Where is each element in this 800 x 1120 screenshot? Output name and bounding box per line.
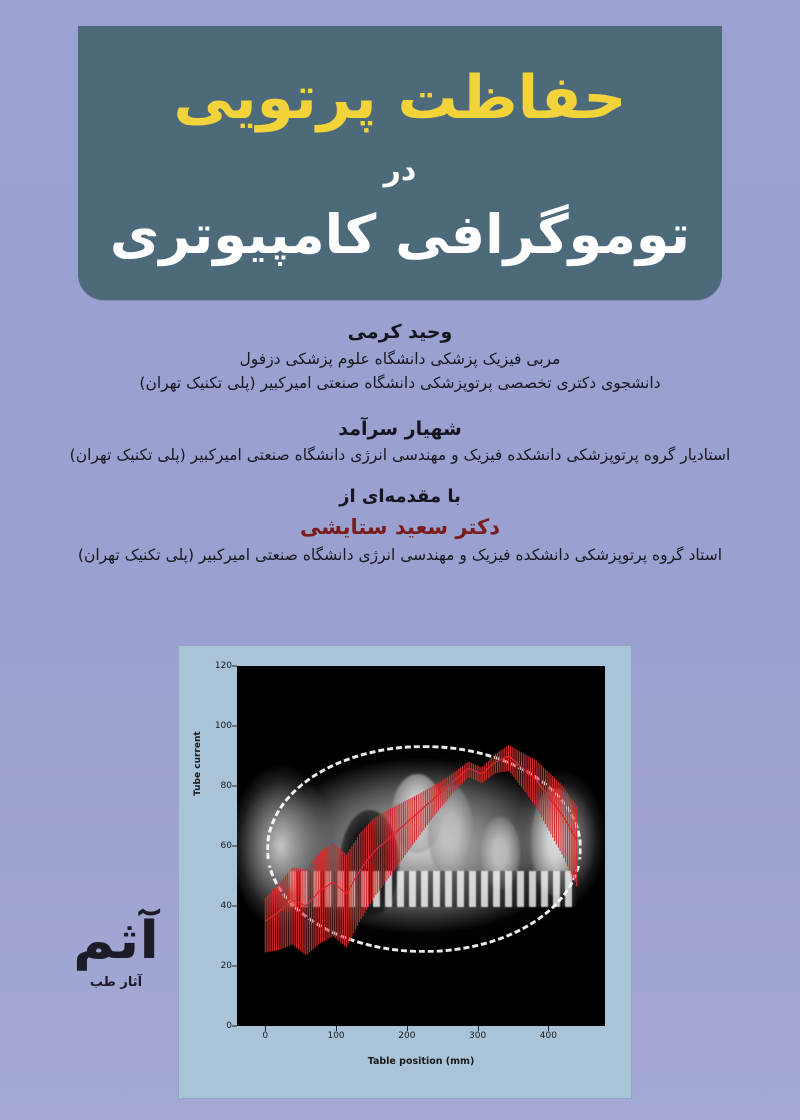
- x-axis-tick: 0: [262, 1031, 269, 1041]
- author-1-affiliation-1: مربی فیزیک پزشکی دانشگاه علوم پزشکی دزفول: [239, 349, 561, 368]
- y-axis-tick-mark: [232, 906, 237, 907]
- y-axis-tick-mark: [232, 846, 237, 847]
- y-axis-tick-mark: [232, 726, 237, 727]
- author-1-affiliation-2: دانشجوی دکتری تخصصی پرتوپزشکی دانشگاه صنعتی امیرکبیر (پلی تکنیک تهران): [139, 373, 661, 392]
- y-axis-tick: 40: [220, 901, 232, 911]
- tube-current-plot: [179, 646, 631, 1098]
- x-axis-tick-mark: [336, 1026, 337, 1031]
- foreword-label: با مقدمه‌ای از: [339, 486, 461, 508]
- y-axis-tick-mark: [232, 786, 237, 787]
- author-2-affiliation-1: استادیار گروه پرتوپزشکی دانشکده فیزیک و مهندسی انرژی دانشگاه صنعتی امیرکبیر (پلی تکنیک تهران): [69, 446, 731, 465]
- x-axis-tick: 400: [539, 1031, 557, 1041]
- book-title-main: حفاظت پرتویی: [173, 63, 627, 133]
- x-axis-tick: 100: [327, 1031, 345, 1041]
- y-axis-tick-mark: [232, 666, 237, 667]
- x-axis-tick: 200: [398, 1031, 416, 1041]
- x-axis-tick: 300: [469, 1031, 487, 1041]
- foreword-author-name: دکتر سعید ستایشی: [299, 514, 501, 539]
- y-axis-tick: 60: [220, 841, 232, 851]
- publisher-name: آثار طب: [89, 975, 143, 990]
- tube-current-trace: [237, 666, 605, 1026]
- y-axis-tick: 0: [226, 1021, 232, 1031]
- x-axis-tick-mark: [407, 1026, 408, 1031]
- plot-area: [214, 661, 605, 1041]
- y-axis-label: Tube current: [193, 731, 203, 796]
- y-axis-tick: 20: [220, 961, 232, 971]
- y-axis-tick-mark: [232, 966, 237, 967]
- y-axis-tick-mark: [232, 1026, 237, 1027]
- x-axis-tick-mark: [548, 1026, 549, 1031]
- authors-spacer: [20, 395, 780, 409]
- cover-figure: [178, 645, 632, 1099]
- author-2-name: شهیار سرآمد: [338, 417, 462, 440]
- book-title-connector: در: [383, 153, 417, 188]
- publisher-logo: [60, 911, 172, 1027]
- title-panel: [78, 26, 722, 300]
- book-title-subject: توموگرافی کامپیوتری: [109, 203, 691, 266]
- x-axis-tick-mark: [265, 1026, 266, 1031]
- y-axis-tick: 100: [214, 721, 232, 731]
- y-axis-tick: 80: [220, 781, 232, 791]
- x-axis-label: Table position (mm): [367, 1056, 475, 1067]
- publisher-mark: آثم: [73, 911, 159, 971]
- y-axis-tick: 120: [214, 661, 232, 671]
- x-axis-tick-mark: [478, 1026, 479, 1031]
- authors-block: [20, 312, 780, 567]
- author-1-name: وحید کرمی: [347, 321, 453, 343]
- foreword-author-affiliation: استاد گروه پرتوپزشکی دانشکده فیزیک و مهندسی انرژی دانشگاه صنعتی امیرکبیر (پلی تکنیک تهران): [77, 546, 723, 565]
